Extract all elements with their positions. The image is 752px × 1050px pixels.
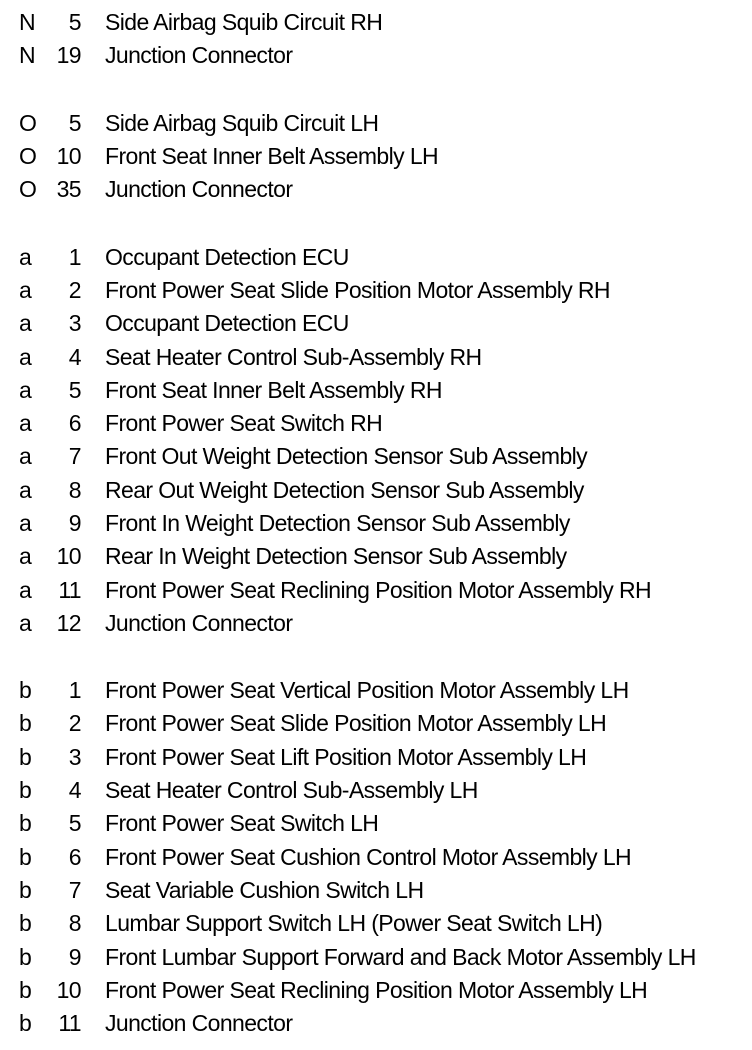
connector-number: 11 bbox=[58, 576, 81, 603]
connector-number: 9 bbox=[68, 510, 81, 536]
connector-code: a bbox=[19, 310, 32, 337]
legend-group-n bbox=[0, 6, 752, 73]
connector-code: a bbox=[19, 510, 32, 536]
connector-code: b bbox=[19, 910, 32, 937]
connector-code: a bbox=[19, 243, 32, 270]
legend-row bbox=[0, 107, 752, 140]
connector-number: 10 bbox=[56, 976, 81, 1003]
connector-label: Front Power Seat Lift Position Motor Assembly LH bbox=[105, 743, 587, 770]
legend-row bbox=[0, 374, 752, 407]
legend-row bbox=[0, 240, 752, 273]
connector-number: 4 bbox=[68, 343, 81, 370]
legend-row bbox=[0, 807, 752, 840]
legend-row bbox=[0, 707, 752, 740]
legend-row bbox=[0, 1007, 752, 1040]
connector-label: Front Power Seat Slide Position Motor Assembly LH bbox=[105, 710, 607, 737]
connector-label: Front Power Seat Switch LH bbox=[105, 810, 379, 837]
connector-label: Front Seat Inner Belt Assembly RH bbox=[105, 376, 442, 403]
legend-row bbox=[0, 39, 752, 72]
connector-code: a bbox=[19, 476, 32, 503]
connector-label: Front Power Seat Reclining Position Motor Assembly LH bbox=[105, 976, 648, 1003]
connector-code: b bbox=[19, 677, 32, 704]
connector-label: Side Airbag Squib Circuit LH bbox=[105, 109, 379, 136]
connector-code: N bbox=[19, 42, 36, 69]
connector-label: Rear In Weight Detection Sensor Sub Assembly bbox=[105, 543, 567, 570]
connector-code: a bbox=[19, 276, 32, 303]
connector-code: a bbox=[19, 410, 32, 437]
connector-label: Seat Heater Control Sub-Assembly RH bbox=[105, 343, 482, 370]
legend-group-o bbox=[0, 107, 752, 207]
connector-number: 7 bbox=[68, 876, 81, 903]
connector-label: Front Power Seat Vertical Position Motor Assembly LH bbox=[105, 677, 629, 704]
connector-number: 5 bbox=[68, 109, 81, 136]
connector-label: Junction Connector bbox=[105, 176, 293, 203]
connector-label: Front Power Seat Cushion Control Motor Assembly LH bbox=[105, 843, 632, 870]
legend-row bbox=[0, 540, 752, 573]
connector-code: a bbox=[19, 576, 32, 603]
connector-label: Junction Connector bbox=[105, 42, 293, 69]
connector-legend bbox=[0, 6, 752, 1040]
connector-label: Seat Heater Control Sub-Assembly LH bbox=[105, 777, 478, 804]
legend-row bbox=[0, 173, 752, 206]
connector-code: a bbox=[19, 443, 32, 470]
connector-number: 1 bbox=[68, 243, 81, 270]
connector-label: Junction Connector bbox=[105, 1010, 293, 1037]
connector-number: 12 bbox=[56, 609, 81, 636]
connector-code: O bbox=[19, 143, 37, 170]
connector-code: a bbox=[19, 543, 32, 570]
connector-number: 35 bbox=[56, 176, 81, 203]
connector-label: Occupant Detection ECU bbox=[105, 243, 349, 270]
legend-row bbox=[0, 140, 752, 173]
connector-label: Front Power Seat Switch RH bbox=[105, 410, 383, 437]
legend-row bbox=[0, 774, 752, 807]
connector-number: 8 bbox=[68, 476, 81, 503]
legend-row bbox=[0, 841, 752, 874]
connector-number: 4 bbox=[68, 777, 81, 804]
legend-row bbox=[0, 474, 752, 507]
connector-label: Front Lumbar Support Forward and Back Motor Assembly LH bbox=[105, 943, 696, 970]
connector-number: 2 bbox=[68, 710, 81, 737]
connector-code: b bbox=[19, 777, 32, 804]
connector-code: O bbox=[19, 176, 37, 203]
connector-code: b bbox=[19, 743, 32, 770]
connector-number: 2 bbox=[68, 276, 81, 303]
legend-row bbox=[0, 674, 752, 707]
connector-number: 1 bbox=[68, 677, 81, 704]
connector-code: b bbox=[19, 943, 32, 970]
connector-label: Front In Weight Detection Sensor Sub Assembly bbox=[105, 510, 570, 536]
legend-row bbox=[0, 741, 752, 774]
legend-row bbox=[0, 407, 752, 440]
connector-number: 11 bbox=[58, 1010, 81, 1037]
connector-number: 5 bbox=[68, 810, 81, 837]
connector-number: 6 bbox=[68, 843, 81, 870]
connector-number: 10 bbox=[56, 543, 81, 570]
connector-code: O bbox=[19, 109, 37, 136]
legend-row bbox=[0, 274, 752, 307]
connector-label: Occupant Detection ECU bbox=[105, 310, 349, 337]
connector-label: Rear Out Weight Detection Sensor Sub Assembly bbox=[105, 476, 584, 503]
legend-row bbox=[0, 440, 752, 473]
legend-row bbox=[0, 307, 752, 340]
connector-number: 10 bbox=[56, 143, 81, 170]
connector-number: 3 bbox=[68, 310, 81, 337]
connector-number: 8 bbox=[68, 910, 81, 937]
connector-code: b bbox=[19, 876, 32, 903]
legend-row bbox=[0, 907, 752, 940]
legend-row bbox=[0, 507, 752, 540]
legend-row bbox=[0, 573, 752, 606]
connector-code: a bbox=[19, 609, 32, 636]
connector-code: a bbox=[19, 343, 32, 370]
connector-number: 7 bbox=[68, 443, 81, 470]
connector-code: b bbox=[19, 1010, 32, 1037]
connector-number: 19 bbox=[56, 42, 81, 69]
legend-group-b bbox=[0, 674, 752, 1040]
connector-label: Lumbar Support Switch LH (Power Seat Switch LH) bbox=[105, 910, 603, 937]
connector-label: Side Airbag Squib Circuit RH bbox=[105, 9, 383, 36]
connector-code: N bbox=[19, 9, 36, 36]
connector-number: 5 bbox=[68, 9, 81, 36]
legend-row bbox=[0, 340, 752, 373]
connector-label: Front Out Weight Detection Sensor Sub Assembly bbox=[105, 443, 588, 470]
connector-label: Junction Connector bbox=[105, 609, 293, 636]
legend-row bbox=[0, 6, 752, 39]
legend-row bbox=[0, 607, 752, 640]
connector-code: b bbox=[19, 710, 32, 737]
connector-label: Seat Variable Cushion Switch LH bbox=[105, 876, 424, 903]
connector-number: 3 bbox=[68, 743, 81, 770]
connector-code: a bbox=[19, 376, 32, 403]
connector-number: 5 bbox=[68, 376, 81, 403]
connector-code: b bbox=[19, 810, 32, 837]
legend-row bbox=[0, 940, 752, 973]
connector-number: 9 bbox=[68, 943, 81, 970]
connector-label: Front Seat Inner Belt Assembly LH bbox=[105, 143, 439, 170]
connector-code: b bbox=[19, 976, 32, 1003]
legend-group-a bbox=[0, 240, 752, 640]
legend-row bbox=[0, 974, 752, 1007]
connector-code: b bbox=[19, 843, 32, 870]
connector-number: 6 bbox=[68, 410, 81, 437]
connector-label: Front Power Seat Slide Position Motor Assembly RH bbox=[105, 276, 610, 303]
legend-row bbox=[0, 874, 752, 907]
connector-label: Front Power Seat Reclining Position Motor Assembly RH bbox=[105, 576, 651, 603]
